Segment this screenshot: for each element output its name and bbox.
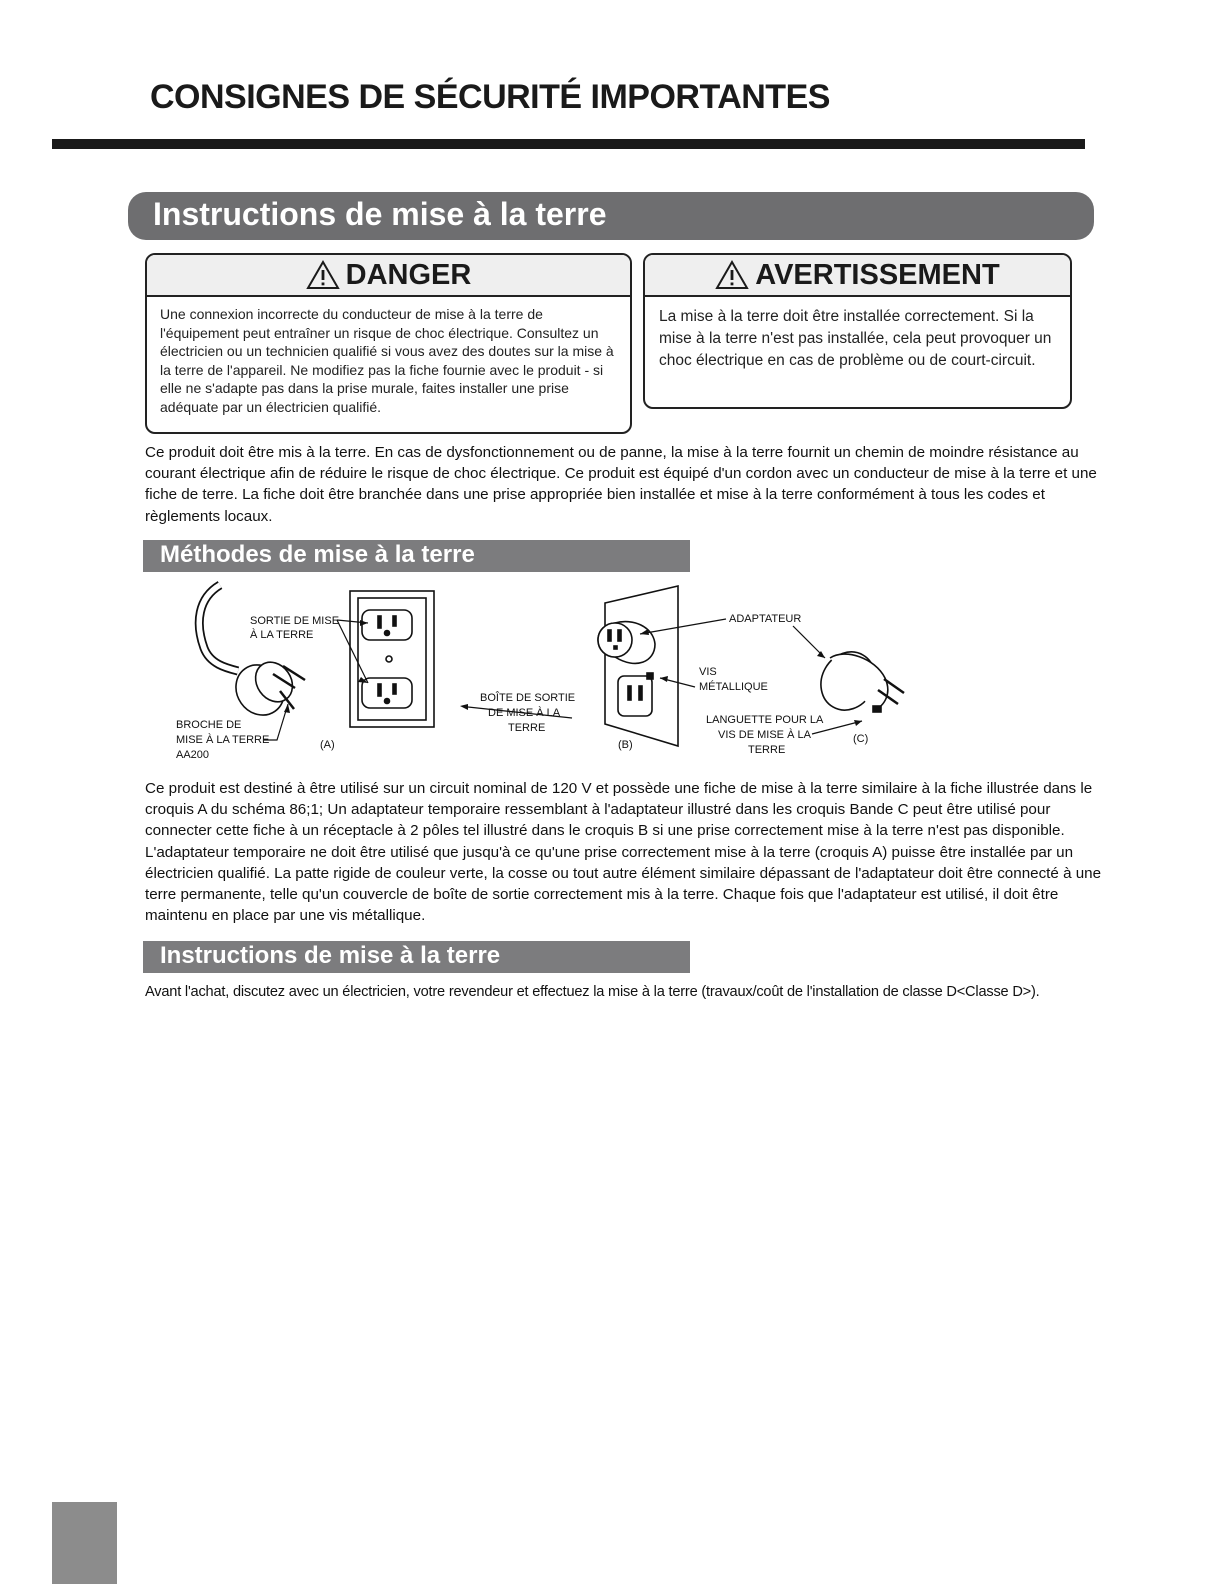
warning-triangle-icon [306, 260, 340, 290]
instructions-text: Avant l'achat, discutez avec un électricien, votre revendeur et effectuez la mise à la terre (travaux/coût de l'installation de classe D<Classe D>). [145, 984, 1040, 1000]
methods-banner [143, 540, 690, 572]
methods-title: Méthodes de mise à la terre [160, 541, 475, 568]
label-tab-1: LANGUETTE POUR LA [706, 714, 824, 726]
danger-heading: DANGER [345, 258, 472, 291]
label-a: (A) [320, 739, 335, 751]
danger-header [147, 255, 630, 297]
section-banner [128, 192, 1094, 240]
grounding-diagram [140, 578, 1080, 768]
page-corner-block [52, 1502, 117, 1584]
label-pin-1: BROCHE DE [176, 719, 242, 731]
danger-text: Une connexion incorrecte du conducteur de mise à la terre de l'équipement peut entraîner un risque de choc électrique. Consultez un électricien ou un technicien qualifié si vous avez des doutes sur la mise à la terre de l'appareil. Ne modifiez pas la fiche fournie avec le produit - si elle ne s'adapte pas dans la prise murale, faites installer une prise adéquate par un électricien qualifié. [160, 306, 614, 415]
warning-heading: AVERTISSEMENT [755, 258, 1000, 291]
warning-text: La mise à la terre doit être installée correctement. Si la mise à la terre n'est pas installée, cela peut provoquer un choc électrique en cas de problème ou de court-circuit. [659, 308, 1052, 369]
label-box-2: DE MISE À LA [488, 707, 561, 719]
label-pin-2: MISE À LA TERRE [176, 734, 270, 746]
label-box-3: TERRE [508, 722, 546, 734]
label-outlet-1: SORTIE DE MISE [250, 615, 340, 627]
label-pin-3: AA200 [176, 749, 210, 761]
label-screw-2: MÉTALLIQUE [699, 681, 768, 693]
outlet-b-illustration [598, 586, 678, 746]
title-rule [52, 139, 1085, 149]
label-c: (C) [853, 733, 869, 745]
adapter-c-illustration [810, 642, 904, 720]
label-b: (B) [618, 739, 633, 751]
label-box-1: BOÎTE DE SORTIE [480, 692, 576, 704]
label-screw-1: VIS [699, 666, 717, 678]
label-tab-2: VIS DE MISE À LA [718, 729, 811, 741]
instructions-title: Instructions de mise à la terre [160, 942, 501, 969]
label-tab-3: TERRE [748, 744, 786, 756]
warning-triangle-icon [715, 260, 749, 290]
label-adapter: ADAPTATEUR [729, 613, 802, 625]
instructions-banner [143, 941, 690, 973]
danger-box [145, 253, 632, 434]
methods-paragraph: Ce produit est destiné à être utilisé sur un circuit nominal de 120 V et possède une fiche de mise à la terre similaire à la fiche illustrée dans le croquis A du schéma 86;1; Un adaptateur temporaire ressemblant à l'adaptateur illustré dans les croquis Bande C peut être utilisé pour connecter cette fiche à un réceptacle à 2 pôles tel illustré dans le croquis B si une prise correctement mise à la terre n'est pas disponible. L'adaptateur temporaire ne doit être utilisé que jusqu'à ce qu'une prise correctement mise à la terre (croquis A) puisse être installée par un électricien qualifié. La patte rigide de couleur verte, la cosse ou tout autre élément similaire dépassant de l'adaptateur doit être connecté à une terre permanente, telle qu'un couvercle de boîte de sortie correctement mis à la terre. Chaque fois que l'adaptateur est utilisé, il doit être maintenu en place par une vis métallique. [145, 780, 1102, 925]
outlet-a-illustration [350, 591, 434, 727]
section-title: Instructions de mise à la terre [153, 196, 607, 232]
warning-box [643, 253, 1072, 409]
plug-a-illustration [199, 585, 305, 724]
page-title: CONSIGNES DE SÉCURITÉ IMPORTANTES [150, 78, 830, 116]
warning-header [645, 255, 1070, 297]
label-outlet-2: À LA TERRE [250, 629, 314, 641]
intro-paragraph: Ce produit doit être mis à la terre. En cas de dysfonctionnement ou de panne, la mise à la terre fournit un chemin de moindre résistance au courant électrique afin de réduire le risque de choc électrique. Ce produit est équipé d'un cordon avec un conducteur de mise à la terre et une fiche de terre. La fiche doit être branchée dans une prise appropriée bien installée et mise à la terre conformément à tous les codes et règlements locaux. [145, 444, 1097, 525]
